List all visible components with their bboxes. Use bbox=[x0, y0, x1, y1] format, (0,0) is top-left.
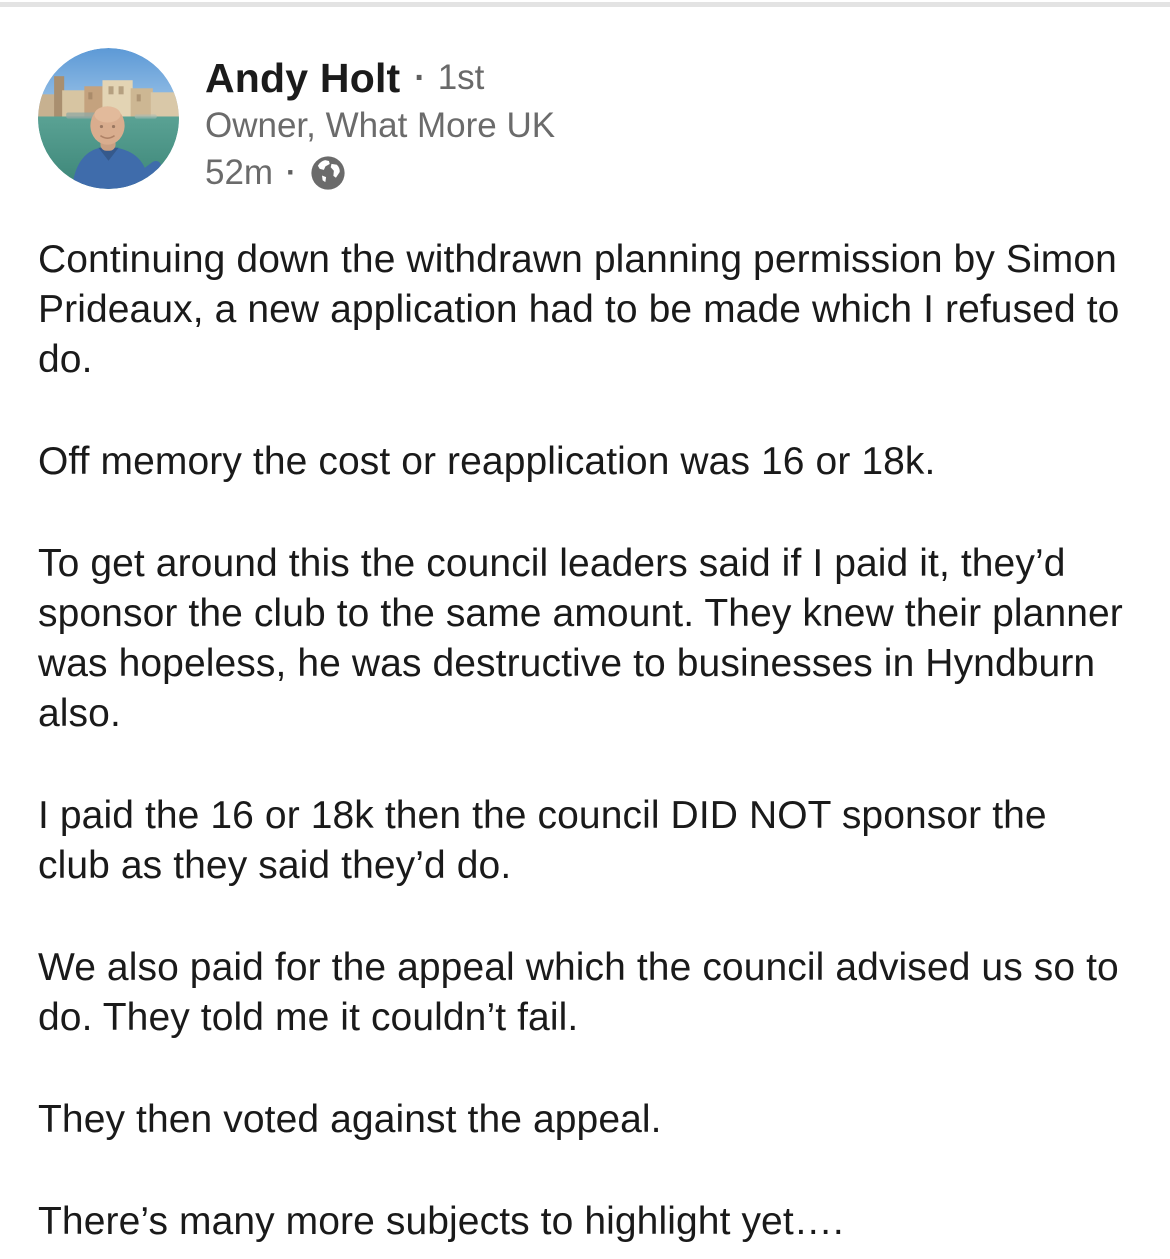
globe-icon bbox=[309, 154, 347, 192]
avatar[interactable] bbox=[38, 48, 179, 189]
post-paragraph: We also paid for the appeal which the council advised us so to do. They told me it couldn’t fail. bbox=[38, 946, 1119, 1039]
profile-photo-illustration bbox=[38, 48, 179, 189]
post-paragraph: To get around this the council leaders said if I paid it, they’d sponsor the club to the same amount. They knew their planner was hopeless, he was destructive to businesses in Hyndburn also. bbox=[38, 542, 1123, 735]
post-paragraph: Continuing down the withdrawn planning permission by Simon Prideaux, a new application had to be made which I refused to do. bbox=[38, 238, 1120, 381]
separator-dot: · bbox=[286, 156, 297, 189]
post-header bbox=[38, 48, 555, 195]
post-meta bbox=[205, 151, 555, 195]
author-headline: Owner, What More UK bbox=[205, 106, 556, 145]
connection-degree: 1st bbox=[437, 58, 485, 97]
post-body bbox=[38, 235, 1123, 1247]
post-paragraph: There’s many more subjects to highlight yet…. bbox=[38, 1200, 844, 1243]
author-name[interactable]: Andy Holt bbox=[205, 55, 401, 101]
header-text bbox=[205, 48, 555, 195]
separator-dot: · bbox=[414, 59, 426, 97]
card-top-divider bbox=[0, 2, 1170, 7]
name-line bbox=[205, 54, 555, 102]
post-timestamp: 52m bbox=[205, 153, 274, 192]
post-paragraph: I paid the 16 or 18k then the council DID NOT sponsor the club as they said they’d do. bbox=[38, 794, 1047, 887]
post-paragraph: Off memory the cost or reapplication was 16 or 18k. bbox=[38, 440, 936, 483]
post-paragraph: They then voted against the appeal. bbox=[38, 1098, 662, 1141]
